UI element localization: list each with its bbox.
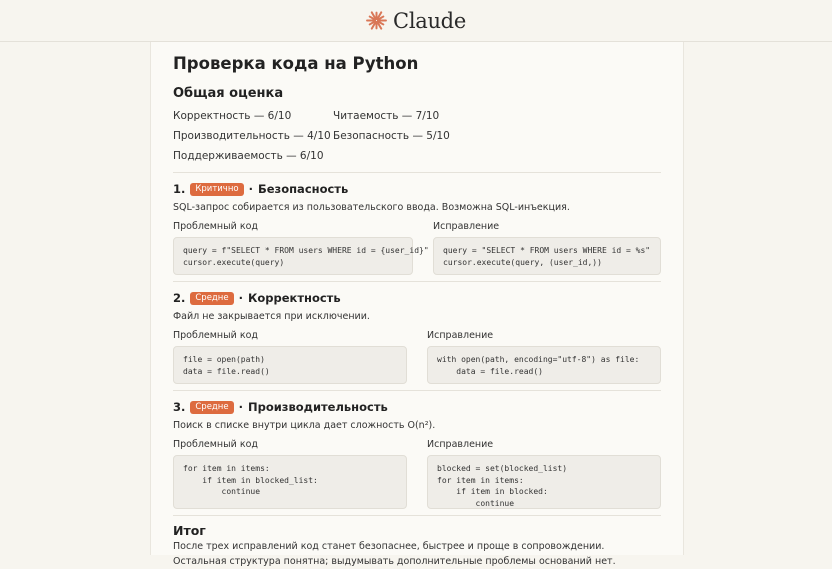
problem-label: Проблемный код: [173, 221, 258, 232]
issue-number: 2.: [173, 291, 186, 305]
divider: [173, 172, 661, 173]
fix-label: Исправление: [427, 439, 494, 450]
summary-line-2: Остальная структура понятна; выдумывать дополнительные проблемы оснований нет.: [173, 556, 616, 567]
overview-heading: Общая оценка: [173, 86, 284, 101]
code-comparison: [173, 438, 661, 509]
problem-label: Проблемный код: [173, 330, 258, 341]
issue-description: Поиск в списке внутри цикла дает сложность O(n²).: [173, 420, 436, 431]
brand-logo[interactable]: [366, 9, 466, 33]
page-title: Проверка кода на Python: [173, 54, 419, 73]
fix-label: Исправление: [427, 330, 494, 341]
fix-column: [433, 220, 661, 275]
score-security: Безопасность — 5/10: [333, 130, 450, 142]
fix-code-block[interactable]: blocked = set(blocked_list) for item in items: if item in blocked: continue: [427, 455, 661, 509]
fix-column: [427, 329, 661, 384]
issue-category: Корректность: [247, 291, 341, 305]
code-comparison: [173, 220, 661, 275]
problem-code-block[interactable]: for item in items: if item in blocked_list: continue: [173, 455, 407, 509]
score-correctness: Корректность — 6/10: [173, 110, 292, 122]
issue-separator: ·: [248, 182, 253, 196]
issue-1: [173, 181, 661, 275]
code-comparison: [173, 329, 661, 384]
score-grid: [173, 106, 661, 166]
top-bar: [0, 0, 832, 42]
summary-heading: Итог: [173, 523, 206, 538]
issue-category: Производительность: [247, 400, 388, 414]
issue-separator: ·: [238, 400, 243, 414]
issue-category: Безопасность: [257, 182, 349, 196]
fix-label: Исправление: [433, 221, 500, 232]
issue-description: SQL-запрос собирается из пользовательского ввода. Возможна SQL-инъекция.: [173, 202, 570, 213]
problem-column: [173, 438, 407, 509]
score-performance: Производительность — 4/10: [173, 130, 331, 142]
score-readability: Читаемость — 7/10: [333, 110, 440, 122]
problem-code-block[interactable]: query = f"SELECT * FROM users WHERE id = {user_id}" cursor.execute(query): [173, 237, 413, 275]
severity-badge: Средне: [190, 401, 233, 414]
issue-number: 1.: [173, 182, 186, 196]
problem-label: Проблемный код: [173, 439, 258, 450]
score-maintainability: Поддерживаемость — 6/10: [173, 150, 324, 162]
severity-badge: Критично: [190, 183, 243, 196]
issue-description: Файл не закрывается при исключении.: [173, 311, 370, 322]
issue-3-heading: [173, 399, 661, 415]
divider: [173, 515, 661, 516]
issue-3: [173, 399, 661, 509]
issue-2-heading: [173, 290, 661, 306]
review-document: [150, 42, 684, 567]
fix-code-block[interactable]: query = "SELECT * FROM users WHERE id = %s" cursor.execute(query, (user_id,)): [433, 237, 661, 275]
divider: [173, 390, 661, 391]
issue-1-heading: [173, 181, 661, 197]
severity-badge: Средне: [190, 292, 233, 305]
brand-name: Claude: [393, 8, 466, 33]
fix-column: [427, 438, 661, 509]
issue-number: 3.: [173, 400, 186, 414]
fix-code-block[interactable]: with open(path, encoding="utf-8") as file: data = file.read(): [427, 346, 661, 384]
issue-2: [173, 290, 661, 384]
claude-starburst-icon: [366, 10, 387, 31]
problem-column: [173, 220, 429, 275]
issue-separator: ·: [238, 291, 243, 305]
divider: [173, 281, 661, 282]
problem-column: [173, 329, 407, 384]
summary-line-1: После трех исправлений код станет безопаснее, быстрее и проще в сопровождении.: [173, 541, 605, 552]
problem-code-block[interactable]: file = open(path) data = file.read(): [173, 346, 407, 384]
